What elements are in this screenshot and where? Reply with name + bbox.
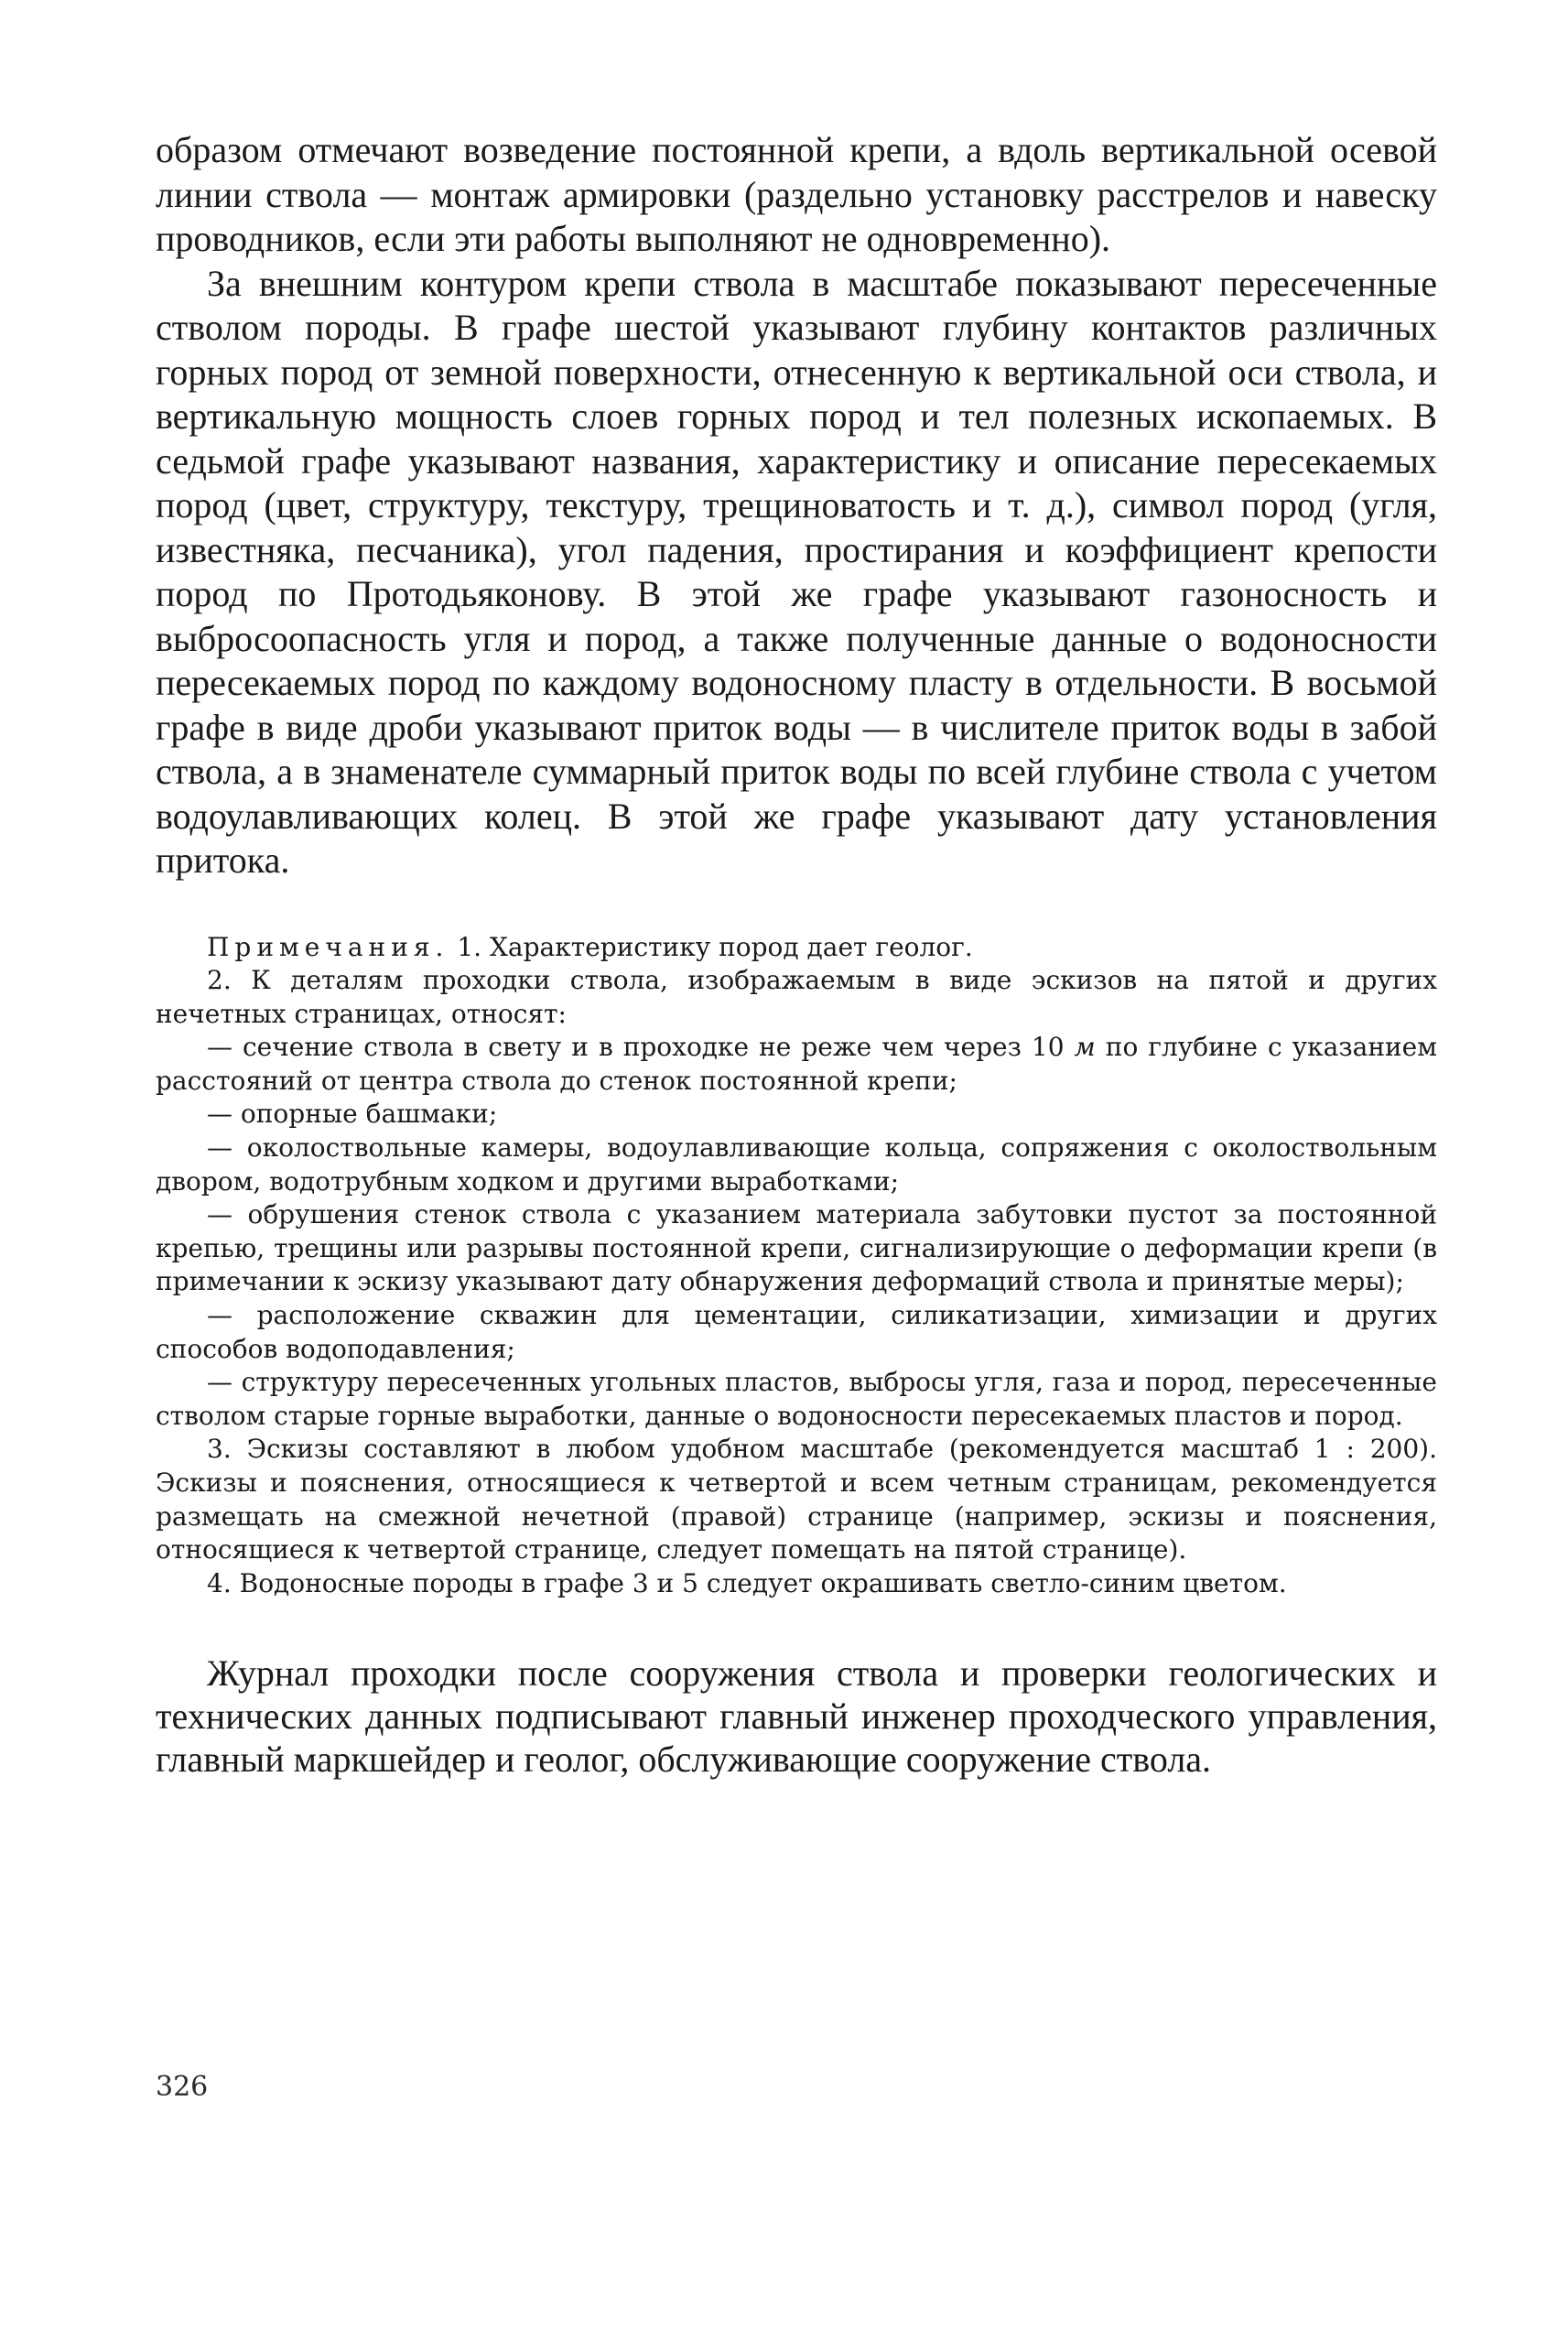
closing-section [156,1652,1437,1781]
note-2-item-seams: — структуру пересеченных угольных пластов, выбросы угля, газа и пород, пересеченные стволом старые горные выработки, данные о водоносности пересекаемых пластов и пород. [156,1367,1437,1431]
page-content [156,128,1437,1781]
notes-section [156,931,1437,1601]
note-2-item-shoes: — опорные башмаки; [207,1099,498,1130]
main-body-text [156,128,1437,883]
closing-paragraph: Журнал проходки после сооружения ствола и проверки геологических и технических данных подписывают главный инженер проходческого управления, главный маркшейдер и геолог, обслуживающие сооружение ствола. [156,1652,1437,1781]
unit-meter: м [1074,1032,1096,1063]
body-paragraph-rock-description: За внешним контуром крепи ствола в масштабе показывают пересеченные стволом породы. В графе шестой указывают глубину контактов различных горных пород от земной поверхности, отнесенную к вертикальной оси ствола, и вертикальную мощность слоев горных пород и тел полезных ископаемых. В седьмой графе указывают названия, характеристику и описание пересекаемых пород (цвет, структуру, текстуру, трещиноватость и т. д.), символ пород (угля, известняка, песчаника), угол падения, простирания и коэффициент крепости пород по Протодьяконову. В этой же графе указывают газоносность и выбросоопасность угля и пород, а также полученные данные о водоносности пересекаемых пород по каждому водоносному пласту в отдельности. В восьмой графе в виде дроби указывают приток воды — в числителе приток воды в забой ствола, а в знаменателе суммарный приток воды по всей глубине ствола с учетом водоулавливающих колец. В этой же графе указывают дату установления притока. [156,262,1437,881]
page-number: 326 [156,2071,209,2103]
note-1-text: 1. Характеристику пород дает геолог. [457,931,973,962]
body-paragraph-continuation: образом отмечают возведение постоянной крепи, а вдоль вертикальной осевой линии ствола — монтаж армировки (раздельно установку расстрелов и навеску проводников, если эти работы выполняют не одновременно). [156,129,1437,259]
notes-heading: Примечания. [207,931,449,962]
note-2-item-boreholes: — расположение скважин для цементации, силикатизации, химизации и других способов водоподавления; [156,1300,1437,1364]
note-4: 4. Водоносные породы в графе 3 и 5 следует окрашивать светло-синим цветом. [207,1567,1287,1598]
note-1 [156,931,1437,965]
note-2-item-section-end: по глубине с указанием расстояний от центра ствола до стенок постоянной крепи; [156,1032,1437,1096]
note-2-item-chambers: — околоствольные камеры, водоулавливающие кольца, сопряжения с околоствольным двором, водотрубным ходком и другими выработками; [156,1132,1437,1197]
note-2: 2. К деталям проходки ствола, изображаемым в виде эскизов на пятой и других нечетных страницах, относят: [156,965,1437,1029]
note-3: 3. Эскизы составляют в любом удобном масштабе (рекомендуется масштаб 1 : 200). Эскизы и пояснения, относящиеся к четвертой и всем четным страницам, рекомендуется размещать на смежной нечетной (правой) странице (например, эскизы и пояснения, относящиеся к четвертой странице, следует помещать на пятой странице). [156,1434,1437,1565]
note-2-item-section [156,1031,1437,1098]
note-2-item-collapses: — обрушения стенок ствола с указанием материала забутовки пустот за постоянной крепью, трещины или разрывы постоянной крепи, сигнализирующие о деформации крепи (в примечании к эскизу указывают дату обнаружения деформаций ствола и принятые меры); [156,1199,1437,1297]
note-2-item-section-start: — сечение ствола в свету и в проходке не реже чем через 10 [207,1032,1065,1063]
